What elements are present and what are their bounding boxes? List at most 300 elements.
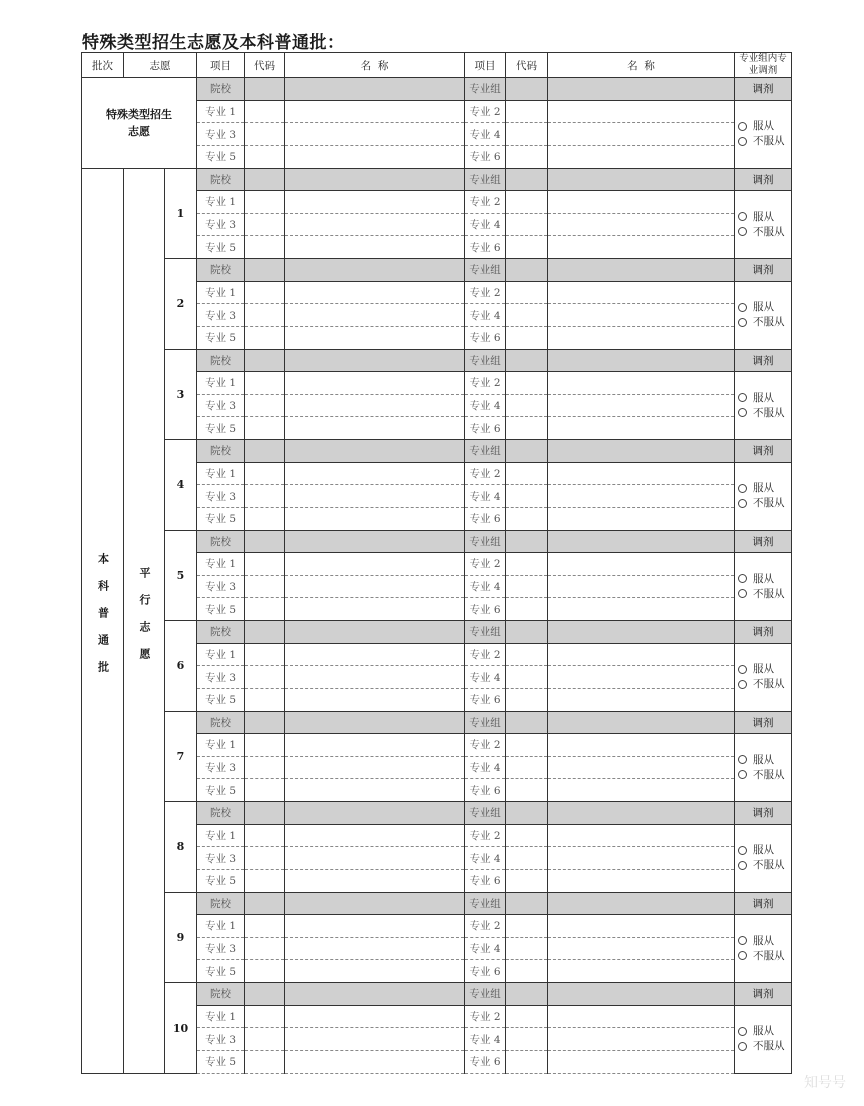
adjust-options <box>735 281 792 349</box>
label-major: 专业 2 <box>465 281 506 304</box>
name-field[interactable] <box>285 643 465 666</box>
name-field[interactable] <box>285 259 465 282</box>
name-field[interactable] <box>285 869 465 892</box>
label-major: 专业 5 <box>197 1050 245 1073</box>
code-field[interactable] <box>506 915 548 938</box>
radio-circle-icon[interactable] <box>738 303 747 312</box>
radio-circle-icon[interactable] <box>738 574 747 583</box>
code-field[interactable] <box>506 1005 548 1028</box>
radio-circle-icon[interactable] <box>738 227 747 236</box>
name-field[interactable] <box>548 349 735 372</box>
code-field[interactable] <box>245 643 285 666</box>
radio-circle-icon[interactable] <box>738 393 747 402</box>
name-field[interactable] <box>548 734 735 757</box>
adjust-options <box>735 734 792 802</box>
radio-circle-icon[interactable] <box>738 755 747 764</box>
name-field[interactable] <box>285 281 465 304</box>
code-field[interactable] <box>245 621 285 644</box>
name-field[interactable] <box>548 507 735 530</box>
wish-number: 1 <box>165 168 197 259</box>
code-field[interactable] <box>245 530 285 553</box>
label-major: 专业 1 <box>197 281 245 304</box>
code-field[interactable] <box>245 666 285 689</box>
code-field[interactable] <box>506 507 548 530</box>
obey-option[interactable]: 服从 <box>738 753 791 768</box>
code-field[interactable] <box>506 824 548 847</box>
name-field[interactable] <box>285 802 465 825</box>
code-field[interactable] <box>506 168 548 191</box>
radio-circle-icon[interactable] <box>738 499 747 508</box>
code-field[interactable] <box>506 802 548 825</box>
name-field[interactable] <box>285 734 465 757</box>
name-field[interactable] <box>285 892 465 915</box>
name-field[interactable] <box>285 326 465 349</box>
label-major: 专业 2 <box>465 372 506 395</box>
code-field[interactable] <box>245 417 285 440</box>
code-field[interactable] <box>506 213 548 236</box>
code-field[interactable] <box>506 326 548 349</box>
label-school: 院校 <box>197 259 245 282</box>
name-field[interactable] <box>548 394 735 417</box>
code-field[interactable] <box>245 711 285 734</box>
label-major: 专业 2 <box>465 462 506 485</box>
wish-number: 6 <box>165 621 197 712</box>
code-field[interactable] <box>245 915 285 938</box>
code-field[interactable] <box>506 756 548 779</box>
name-field[interactable] <box>285 304 465 327</box>
wish-number: 3 <box>165 349 197 440</box>
obey-option[interactable]: 服从 <box>738 934 791 949</box>
name-field[interactable] <box>548 304 735 327</box>
adjust-options <box>735 1005 792 1073</box>
radio-circle-icon[interactable] <box>738 212 747 221</box>
adjust-label: 调剂 <box>735 621 792 644</box>
name-field[interactable] <box>285 621 465 644</box>
obey-option[interactable]: 服从 <box>738 300 791 315</box>
label-major: 专业 1 <box>197 462 245 485</box>
code-field[interactable] <box>506 78 548 101</box>
code-field[interactable] <box>245 507 285 530</box>
label-major: 专业 2 <box>465 553 506 576</box>
wish-number: 2 <box>165 259 197 350</box>
code-field[interactable] <box>506 191 548 214</box>
not-obey-option[interactable]: 不服从 <box>738 1039 791 1054</box>
code-field[interactable] <box>245 372 285 395</box>
not-obey-option[interactable]: 不服从 <box>738 134 791 149</box>
name-field[interactable] <box>285 417 465 440</box>
name-field[interactable] <box>285 394 465 417</box>
label-group: 专业组 <box>465 440 506 463</box>
name-field[interactable] <box>285 666 465 689</box>
watermark: 知号号 <box>804 1075 846 1091</box>
code-field[interactable] <box>506 643 548 666</box>
wish-number: 4 <box>165 440 197 531</box>
name-field[interactable] <box>548 802 735 825</box>
name-field[interactable] <box>548 485 735 508</box>
code-field[interactable] <box>245 847 285 870</box>
school-row <box>82 892 792 915</box>
name-field[interactable] <box>548 937 735 960</box>
code-field[interactable] <box>245 281 285 304</box>
code-field[interactable] <box>245 304 285 327</box>
obey-option[interactable]: 服从 <box>738 119 791 134</box>
radio-circle-icon[interactable] <box>738 770 747 779</box>
label-major: 专业 6 <box>465 960 506 983</box>
name-field[interactable] <box>285 372 465 395</box>
name-field[interactable] <box>548 145 735 168</box>
name-field[interactable] <box>548 643 735 666</box>
code-field[interactable] <box>245 598 285 621</box>
not-obey-option[interactable]: 不服从 <box>738 677 791 692</box>
name-field[interactable] <box>548 869 735 892</box>
label-major: 专业 4 <box>465 575 506 598</box>
code-field[interactable] <box>245 440 285 463</box>
obey-option[interactable]: 服从 <box>738 391 791 406</box>
code-field[interactable] <box>506 1050 548 1073</box>
obey-option[interactable]: 服从 <box>738 843 791 858</box>
code-field[interactable] <box>245 326 285 349</box>
name-field[interactable] <box>285 168 465 191</box>
code-field[interactable] <box>245 779 285 802</box>
code-field[interactable] <box>245 756 285 779</box>
name-field[interactable] <box>548 191 735 214</box>
label-major: 专业 3 <box>197 485 245 508</box>
name-field[interactable] <box>548 847 735 870</box>
label-major: 专业 5 <box>197 236 245 259</box>
code-field[interactable] <box>245 960 285 983</box>
code-field[interactable] <box>245 236 285 259</box>
obey-option[interactable]: 服从 <box>738 662 791 677</box>
label-major: 专业 3 <box>197 937 245 960</box>
name-field[interactable] <box>285 960 465 983</box>
label-major: 专业 1 <box>197 191 245 214</box>
name-field[interactable] <box>548 100 735 123</box>
radio-circle-icon[interactable] <box>738 1042 747 1051</box>
code-field[interactable] <box>506 937 548 960</box>
not-obey-option[interactable]: 不服从 <box>738 949 791 964</box>
name-field[interactable] <box>285 1005 465 1028</box>
label-major: 专业 5 <box>197 869 245 892</box>
code-field[interactable] <box>245 553 285 576</box>
label-school: 院校 <box>197 711 245 734</box>
code-field[interactable] <box>245 78 285 101</box>
wish-number: 5 <box>165 530 197 621</box>
label-school: 院校 <box>197 440 245 463</box>
code-field[interactable] <box>245 824 285 847</box>
code-field[interactable] <box>245 734 285 757</box>
special-type-label: 特殊类型招生志愿 <box>82 78 197 169</box>
name-field[interactable] <box>548 213 735 236</box>
code-field[interactable] <box>506 100 548 123</box>
label-major: 专业 3 <box>197 575 245 598</box>
code-field[interactable] <box>506 462 548 485</box>
label-major: 专业 4 <box>465 123 506 146</box>
code-field[interactable] <box>506 236 548 259</box>
adjust-label: 调剂 <box>735 259 792 282</box>
code-field[interactable] <box>506 847 548 870</box>
label-major: 专业 1 <box>197 643 245 666</box>
code-field[interactable] <box>506 779 548 802</box>
code-field[interactable] <box>506 869 548 892</box>
label-major: 专业 4 <box>465 937 506 960</box>
name-field[interactable] <box>285 191 465 214</box>
name-field[interactable] <box>548 326 735 349</box>
label-major: 专业 6 <box>465 598 506 621</box>
code-field[interactable] <box>506 598 548 621</box>
wish-number: 9 <box>165 892 197 983</box>
adjust-label: 调剂 <box>735 892 792 915</box>
radio-circle-icon[interactable] <box>738 665 747 674</box>
label-major: 专业 6 <box>465 688 506 711</box>
code-field[interactable] <box>506 440 548 463</box>
code-field[interactable] <box>506 304 548 327</box>
label-major: 专业 3 <box>197 756 245 779</box>
code-field[interactable] <box>245 1050 285 1073</box>
code-field[interactable] <box>506 530 548 553</box>
label-major: 专业 3 <box>197 1028 245 1051</box>
code-field[interactable] <box>245 145 285 168</box>
not-obey-option[interactable]: 不服从 <box>738 406 791 421</box>
label-major: 专业 6 <box>465 869 506 892</box>
label-major: 专业 3 <box>197 304 245 327</box>
name-field[interactable] <box>548 78 735 101</box>
obey-option[interactable]: 服从 <box>738 481 791 496</box>
name-field[interactable] <box>548 575 735 598</box>
code-field[interactable] <box>506 621 548 644</box>
name-field[interactable] <box>548 666 735 689</box>
school-row <box>82 711 792 734</box>
not-obey-option[interactable]: 不服从 <box>738 858 791 873</box>
code-field[interactable] <box>506 394 548 417</box>
label-group: 专业组 <box>465 711 506 734</box>
parallel-wish-label: 平行志愿 <box>124 168 165 1073</box>
name-field[interactable] <box>285 1028 465 1051</box>
code-field[interactable] <box>245 485 285 508</box>
school-row <box>82 802 792 825</box>
label-major: 专业 1 <box>197 372 245 395</box>
code-field[interactable] <box>245 259 285 282</box>
code-field[interactable] <box>245 575 285 598</box>
code-field[interactable] <box>506 960 548 983</box>
not-obey-option[interactable]: 不服从 <box>738 315 791 330</box>
name-field[interactable] <box>548 417 735 440</box>
code-field[interactable] <box>245 349 285 372</box>
label-major: 专业 4 <box>465 394 506 417</box>
radio-circle-icon[interactable] <box>738 589 747 598</box>
name-field[interactable] <box>285 779 465 802</box>
label-group: 专业组 <box>465 621 506 644</box>
name-field[interactable] <box>548 598 735 621</box>
code-field[interactable] <box>506 259 548 282</box>
name-field[interactable] <box>548 530 735 553</box>
code-field[interactable] <box>506 417 548 440</box>
label-major: 专业 4 <box>465 1028 506 1051</box>
name-field[interactable] <box>285 485 465 508</box>
code-field[interactable] <box>506 983 548 1006</box>
name-field[interactable] <box>285 983 465 1006</box>
header-code: 代码 <box>245 53 285 78</box>
label-major: 专业 5 <box>197 779 245 802</box>
name-field[interactable] <box>285 688 465 711</box>
wish-number: 7 <box>165 711 197 802</box>
code-field[interactable] <box>245 191 285 214</box>
not-obey-option[interactable]: 不服从 <box>738 768 791 783</box>
name-field[interactable] <box>285 553 465 576</box>
name-field[interactable] <box>285 915 465 938</box>
name-field[interactable] <box>285 440 465 463</box>
code-field[interactable] <box>245 802 285 825</box>
name-field[interactable] <box>285 711 465 734</box>
code-field[interactable] <box>506 485 548 508</box>
header-name: 名 称 <box>285 53 465 78</box>
name-field[interactable] <box>548 259 735 282</box>
name-field[interactable] <box>285 236 465 259</box>
header-name-2: 名 称 <box>548 53 735 78</box>
code-field[interactable] <box>506 666 548 689</box>
label-major: 专业 4 <box>465 847 506 870</box>
radio-circle-icon[interactable] <box>738 936 747 945</box>
name-field[interactable] <box>548 1028 735 1051</box>
name-field[interactable] <box>548 711 735 734</box>
code-field[interactable] <box>506 281 548 304</box>
code-field[interactable] <box>245 892 285 915</box>
label-school: 院校 <box>197 892 245 915</box>
adjust-label: 调剂 <box>735 440 792 463</box>
name-field[interactable] <box>548 892 735 915</box>
name-field[interactable] <box>548 621 735 644</box>
code-field[interactable] <box>245 123 285 146</box>
name-field[interactable] <box>548 779 735 802</box>
name-field[interactable] <box>548 756 735 779</box>
name-field[interactable] <box>285 1050 465 1073</box>
school-row <box>82 259 792 282</box>
name-field[interactable] <box>285 78 465 101</box>
adjust-options <box>735 824 792 892</box>
school-row <box>82 621 792 644</box>
name-field[interactable] <box>548 372 735 395</box>
code-field[interactable] <box>506 349 548 372</box>
name-field[interactable] <box>285 598 465 621</box>
name-field[interactable] <box>285 123 465 146</box>
name-field[interactable] <box>548 462 735 485</box>
code-field[interactable] <box>245 100 285 123</box>
code-field[interactable] <box>506 1028 548 1051</box>
code-field[interactable] <box>245 688 285 711</box>
name-field[interactable] <box>548 688 735 711</box>
obey-option[interactable]: 服从 <box>738 210 791 225</box>
code-field[interactable] <box>506 711 548 734</box>
radio-circle-icon[interactable] <box>738 951 747 960</box>
obey-option[interactable]: 服从 <box>738 1024 791 1039</box>
radio-circle-icon[interactable] <box>738 680 747 689</box>
header-row <box>82 53 792 78</box>
name-field[interactable] <box>285 824 465 847</box>
name-field[interactable] <box>285 575 465 598</box>
obey-option[interactable]: 服从 <box>738 572 791 587</box>
code-field[interactable] <box>245 394 285 417</box>
name-field[interactable] <box>548 553 735 576</box>
name-field[interactable] <box>548 281 735 304</box>
label-school: 院校 <box>197 168 245 191</box>
radio-circle-icon[interactable] <box>738 122 747 131</box>
code-field[interactable] <box>245 1005 285 1028</box>
name-field[interactable] <box>548 983 735 1006</box>
name-field[interactable] <box>285 349 465 372</box>
not-obey-option[interactable]: 不服从 <box>738 225 791 240</box>
radio-circle-icon[interactable] <box>738 318 747 327</box>
label-group: 专业组 <box>465 530 506 553</box>
radio-circle-icon[interactable] <box>738 861 747 870</box>
code-field[interactable] <box>506 575 548 598</box>
code-field[interactable] <box>245 937 285 960</box>
code-field[interactable] <box>506 123 548 146</box>
name-field[interactable] <box>548 168 735 191</box>
radio-circle-icon[interactable] <box>738 1027 747 1036</box>
code-field[interactable] <box>506 734 548 757</box>
name-field[interactable] <box>548 440 735 463</box>
label-major: 专业 2 <box>465 100 506 123</box>
radio-circle-icon[interactable] <box>738 846 747 855</box>
radio-circle-icon[interactable] <box>738 137 747 146</box>
code-field[interactable] <box>506 553 548 576</box>
name-field[interactable] <box>548 1005 735 1028</box>
name-field[interactable] <box>548 824 735 847</box>
adjust-options <box>735 643 792 711</box>
code-field[interactable] <box>506 145 548 168</box>
name-field[interactable] <box>285 937 465 960</box>
adjust-options <box>735 191 792 259</box>
code-field[interactable] <box>245 462 285 485</box>
not-obey-option[interactable]: 不服从 <box>738 496 791 511</box>
adjust-label: 调剂 <box>735 349 792 372</box>
label-major: 专业 6 <box>465 1050 506 1073</box>
adjust-options <box>735 462 792 530</box>
code-field[interactable] <box>245 213 285 236</box>
name-field[interactable] <box>285 530 465 553</box>
name-field[interactable] <box>285 145 465 168</box>
code-field[interactable] <box>245 869 285 892</box>
name-field[interactable] <box>548 1050 735 1073</box>
code-field[interactable] <box>506 372 548 395</box>
code-field[interactable] <box>245 983 285 1006</box>
name-field[interactable] <box>285 462 465 485</box>
not-obey-option[interactable]: 不服从 <box>738 587 791 602</box>
label-major: 专业 2 <box>465 1005 506 1028</box>
label-major: 专业 3 <box>197 394 245 417</box>
code-field[interactable] <box>506 688 548 711</box>
adjust-options <box>735 553 792 621</box>
code-field[interactable] <box>245 1028 285 1051</box>
name-field[interactable] <box>548 960 735 983</box>
radio-circle-icon[interactable] <box>738 408 747 417</box>
school-row <box>82 78 792 101</box>
label-major: 专业 3 <box>197 666 245 689</box>
adjust-options <box>735 372 792 440</box>
name-field[interactable] <box>548 915 735 938</box>
code-field[interactable] <box>245 168 285 191</box>
name-field[interactable] <box>285 847 465 870</box>
code-field[interactable] <box>506 892 548 915</box>
name-field[interactable] <box>548 123 735 146</box>
name-field[interactable] <box>285 507 465 530</box>
label-group: 专业组 <box>465 259 506 282</box>
name-field[interactable] <box>285 756 465 779</box>
label-school: 院校 <box>197 78 245 101</box>
name-field[interactable] <box>285 100 465 123</box>
name-field[interactable] <box>548 236 735 259</box>
name-field[interactable] <box>285 213 465 236</box>
radio-circle-icon[interactable] <box>738 484 747 493</box>
